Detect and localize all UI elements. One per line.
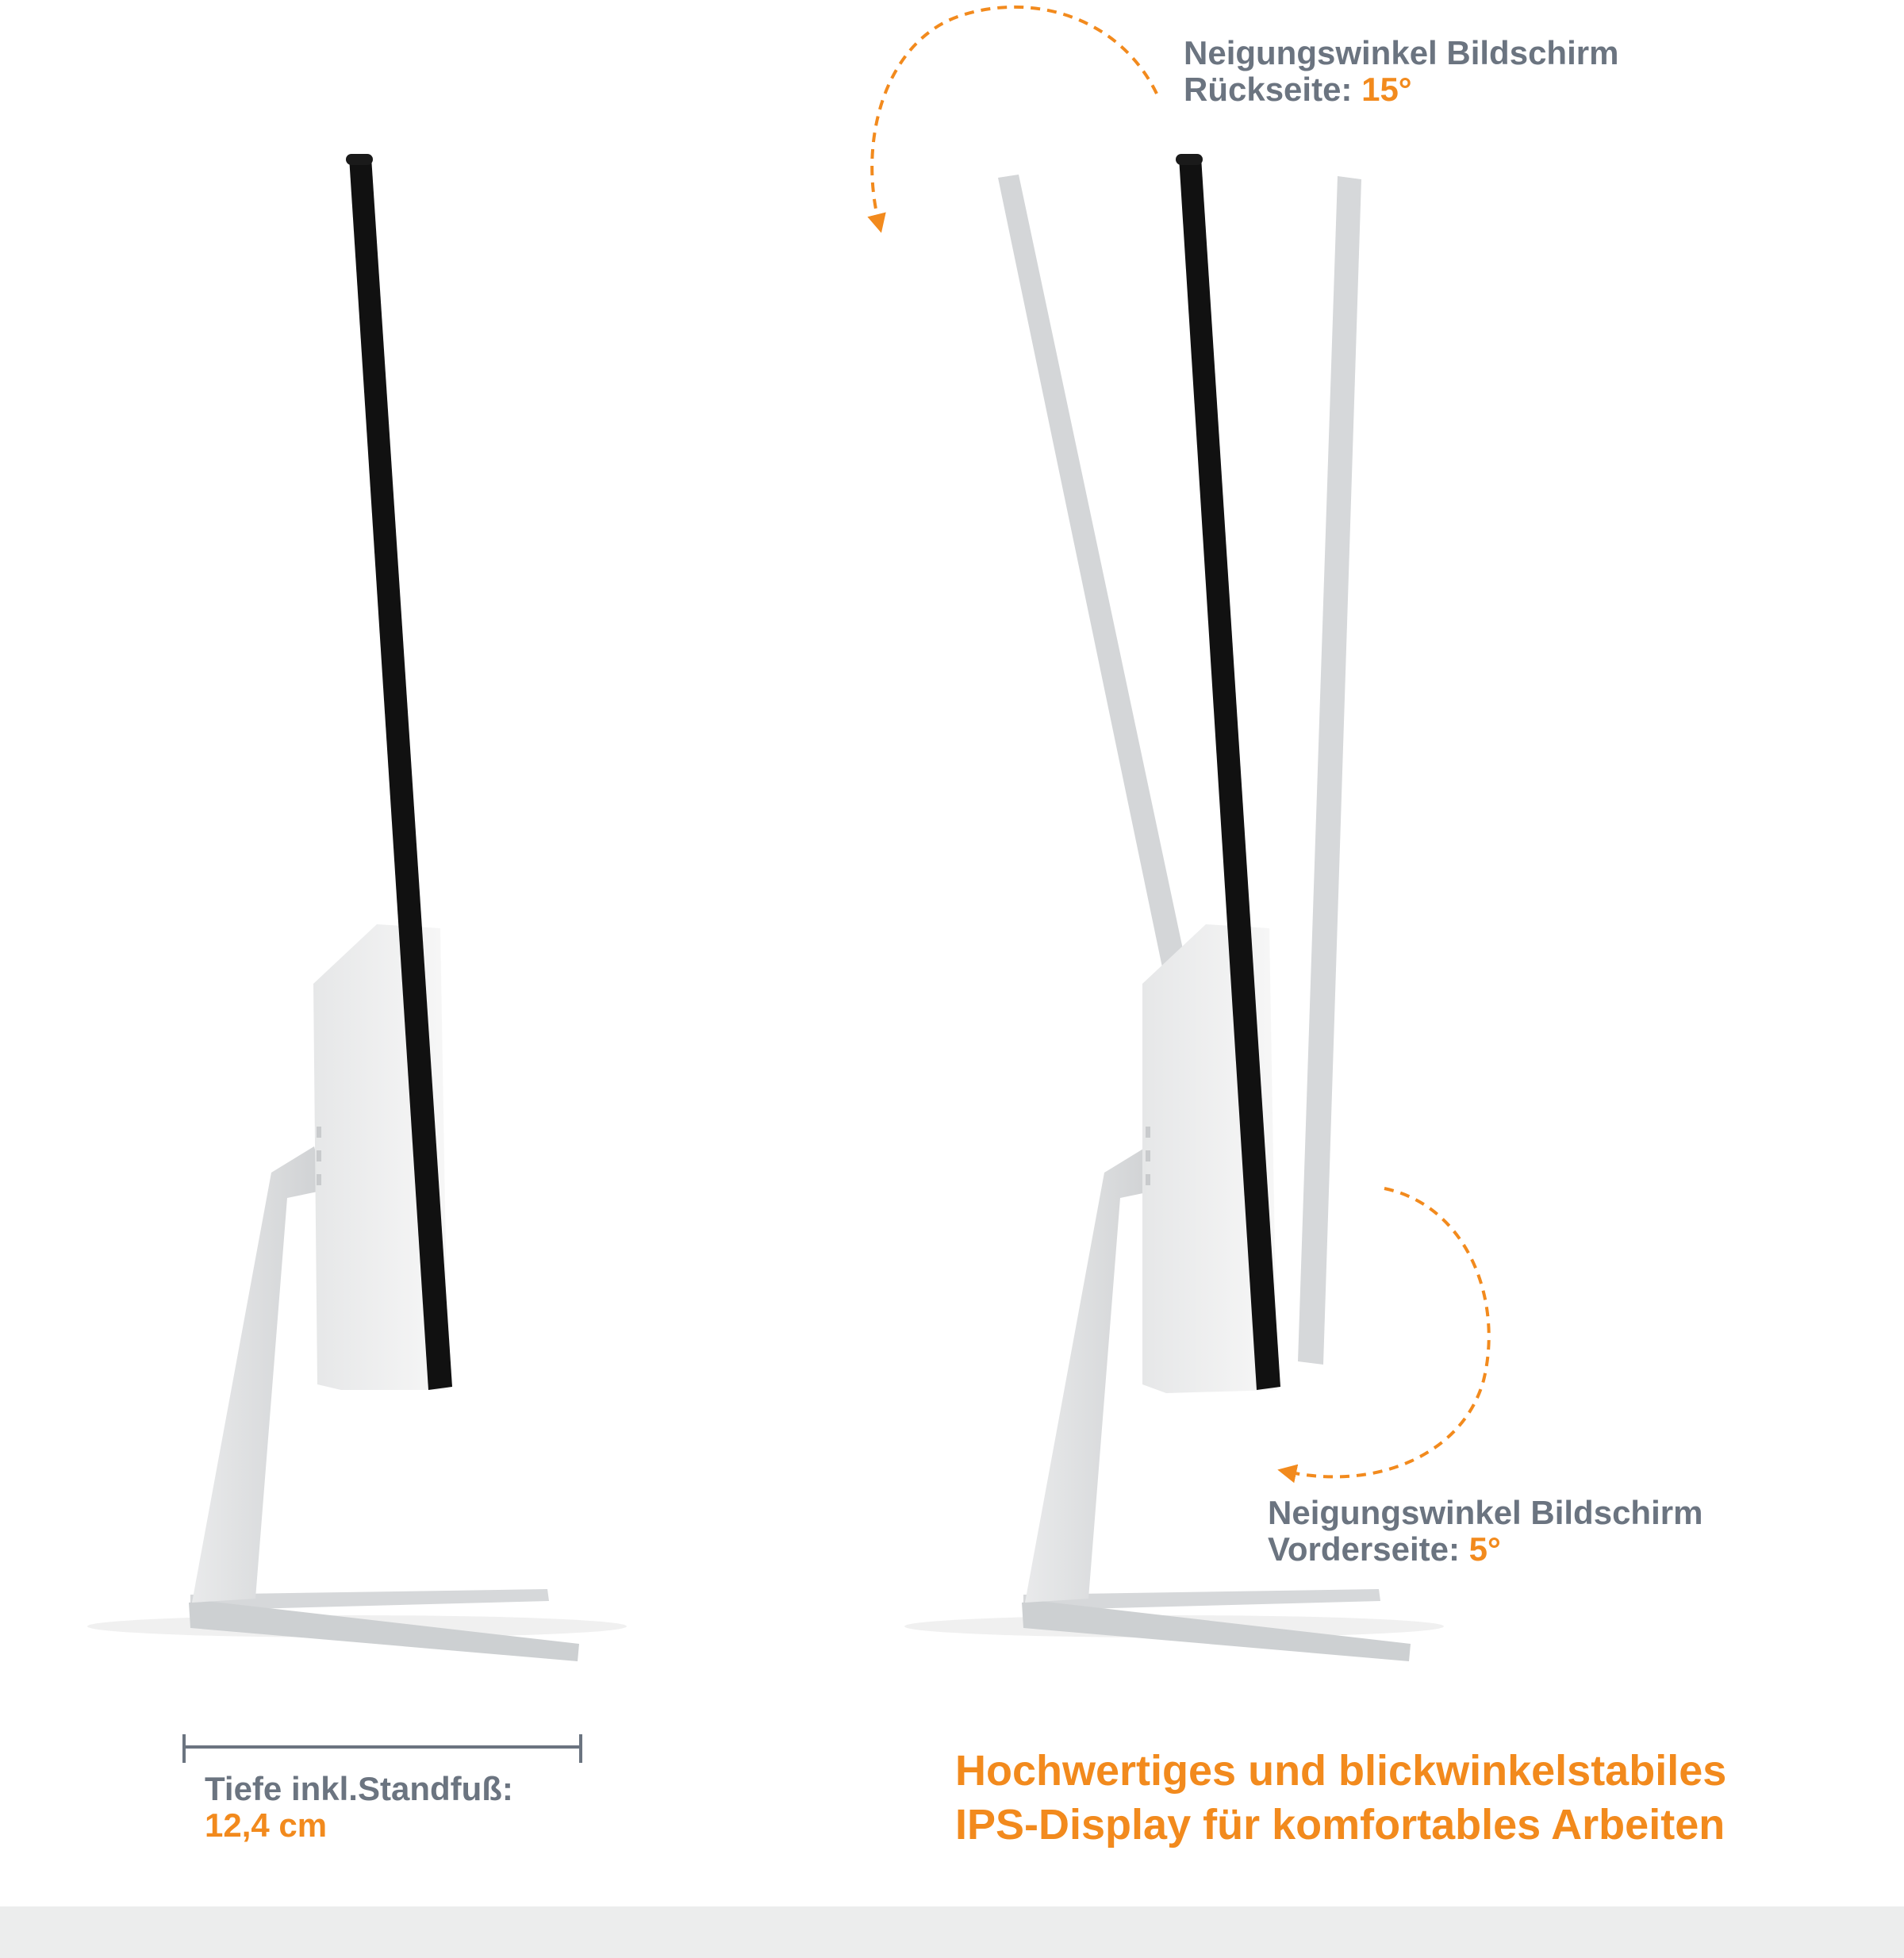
right-monitor [904, 154, 1444, 1661]
right-stand-arm [1025, 1146, 1158, 1603]
tilt-back-value: 15° [1361, 71, 1412, 108]
tilt-front-label [1268, 1495, 1702, 1568]
left-stand-arm [192, 1146, 325, 1603]
tilt-front-value: 5° [1468, 1530, 1501, 1568]
tilt-back-line [1184, 71, 1618, 108]
ghost-panel-front-tilt [1298, 176, 1361, 1365]
depth-label [205, 1771, 513, 1844]
footer-band [0, 1906, 1904, 1958]
left-monitor [87, 154, 627, 1661]
headline-line-2: IPS-Display für komfortables Arbeiten [955, 1801, 1726, 1849]
headline-line-1: Hochwertiges und blickwinkelstabiles [955, 1747, 1727, 1795]
depth-value: 12,4 cm [205, 1806, 328, 1844]
headline [955, 1744, 1726, 1852]
tilt-back-title: Neigungswinkel Bildschirm [1184, 34, 1619, 71]
tilt-back-label [1184, 35, 1618, 108]
depth-title: Tiefe inkl.Standfuß: [205, 1770, 513, 1807]
tilt-front-sublabel: Vorderseite: [1268, 1530, 1460, 1568]
tilt-front-line [1268, 1531, 1702, 1568]
tilt-back-sublabel: Rückseite: [1184, 71, 1353, 108]
tilt-front-title: Neigungswinkel Bildschirm [1268, 1494, 1703, 1531]
depth-dimension-line [184, 1734, 581, 1763]
